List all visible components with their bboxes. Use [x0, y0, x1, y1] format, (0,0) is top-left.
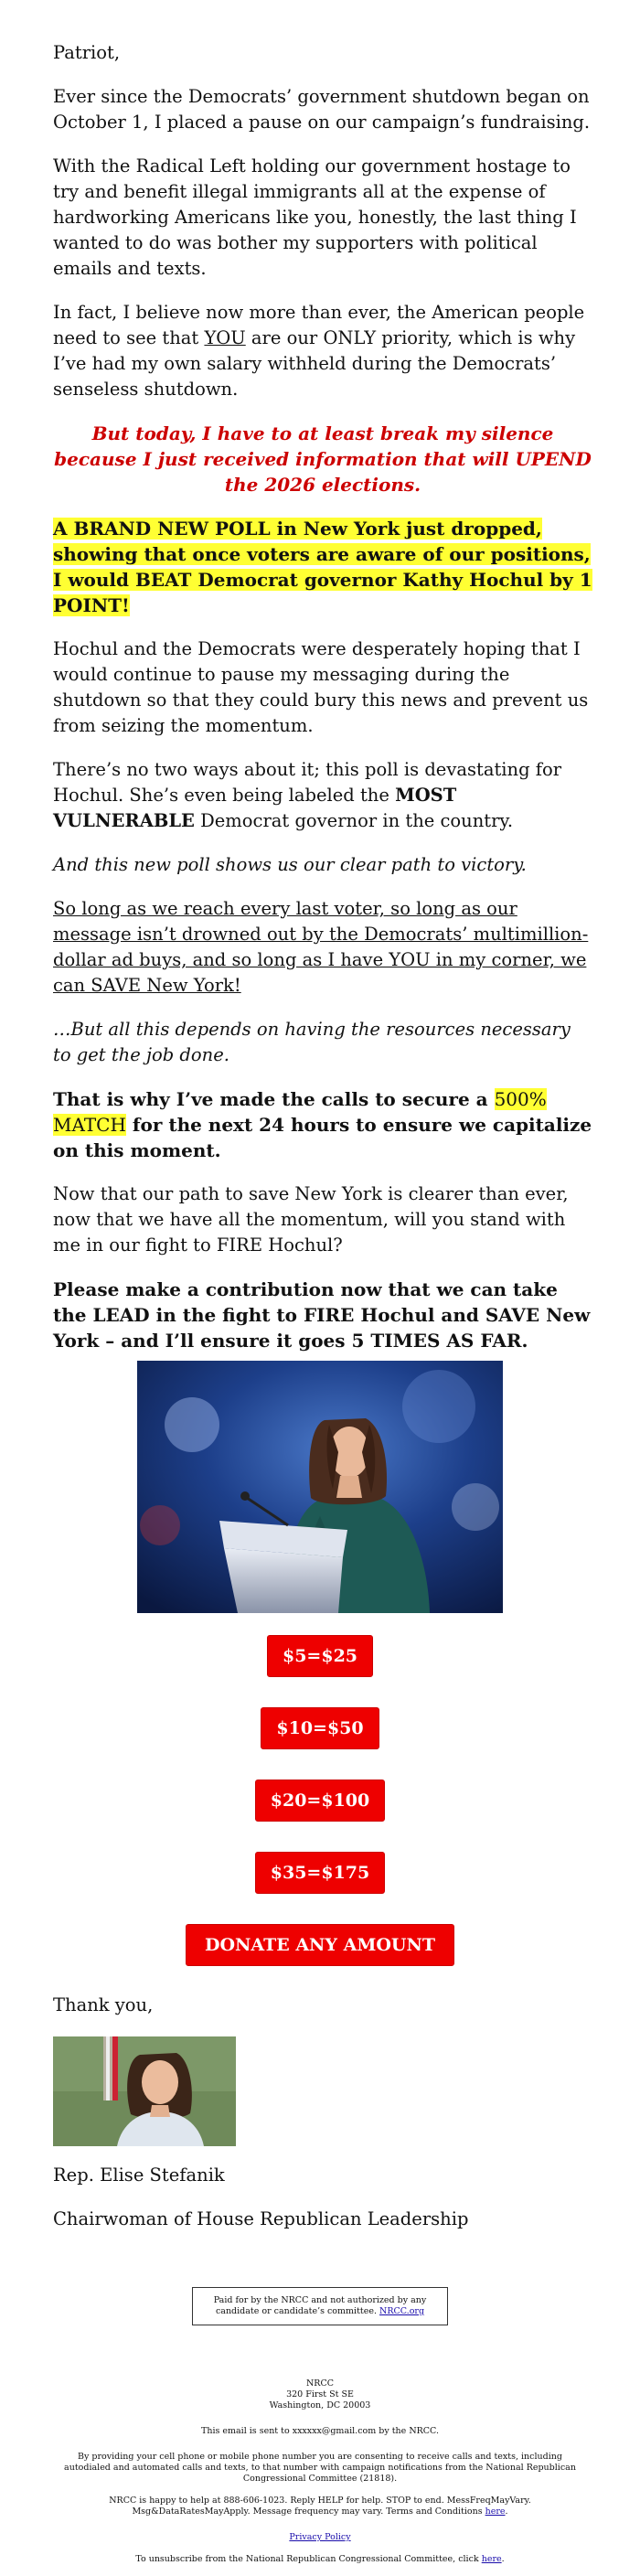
devastating-text-b: Democrat governor in the country. [194, 810, 514, 831]
paragraph-radical-left: With the Radical Left holding our government hostage to try and benefit illegal immigrants all at the expense of hardworking Americans like you, honestly, the last thing I wanted to do was bother my supporters with political emails and texts. [53, 155, 577, 279]
donate-row-20 [0, 1780, 640, 1852]
donate-10-button[interactable]: $10=$50 [261, 1707, 379, 1749]
paid-for-box [192, 2287, 448, 2325]
footer [64, 2378, 576, 2565]
paragraph-match [53, 1086, 592, 1163]
most-vulnerable: MOST VULNERABLE [53, 785, 457, 831]
poll-announcement [53, 516, 592, 618]
poll-highlight: A BRAND NEW POLL in New York just dropped, showing that once voters are aware of our positions, I would BEAT Democrat governor Kathy Hochul by 1 POINT! [53, 518, 592, 616]
donate-row-5 [0, 1635, 640, 1707]
signature-title: Chairwoman of House Republican Leadership [53, 2208, 469, 2229]
donation-buttons [0, 1635, 640, 1996]
paragraph-contribution: Please make a contribution now that we can take the LEAD in the fight to FIRE Hochul and SAVE New York – and I’ll ensure it goes 5 TIMES AS FAR. [53, 1278, 591, 1352]
footer-city: Washington, DC 20003 [269, 2400, 371, 2410]
email-content [53, 0, 592, 1353]
signature-name: Rep. Elise Stefanik [53, 2164, 225, 2186]
footer-sent-to: This email is sent to xxxxxx@gmail.com by the NRCC. [200, 2426, 440, 2436]
footer-consent: By providing your cell phone or mobile phone number you are consenting to receive calls and texts, including autodialed and automated calls and texts, to that number with campaign notifications from the National Republican Congressional Committee (21818). [64, 2452, 576, 2484]
nrcc-link[interactable]: NRCC.org [379, 2306, 425, 2316]
greeting: Patriot, [53, 42, 121, 63]
paragraph-shutdown: Ever since the Democrats’ government shutdown began on October 1, I placed a pause on our campaign’s fundraising. [53, 86, 591, 133]
donate-row-any [0, 1924, 640, 1996]
paragraph-priority [53, 300, 592, 402]
paragraph-resources: …But all this depends on having the resources necessary to get the job done. [53, 1019, 571, 1065]
paragraph-save-new-york: So long as we reach every last voter, so long as our message isn’t drowned out by the Democrats’ multimillion-dollar ad buys, and so long as I have YOU in my corner, we can SAVE New York! [53, 898, 589, 996]
devastating-text-a: There’s no two ways about it; this poll is devastating for Hochul. She’s even being labeled the [53, 759, 562, 806]
paragraph-clear-path: And this new poll shows us our clear path to victory. [53, 854, 527, 875]
hero-photo-graphic [137, 1361, 503, 1613]
red-alert-text: But today, I have to at least break my silence because I just received information that will UPEND the 2026 elections. [54, 422, 592, 496]
signature-block [53, 1993, 592, 2232]
hero-photo[interactable] [137, 1361, 503, 1613]
footer-street: 320 First St SE [286, 2389, 354, 2400]
footer-help-text: NRCC is happy to help at 888-606-1023. Reply HELP for help. STOP to end. MessFreqMayVary. Msg&DataRatesMayApply. Message frequency may vary. Terms and Conditions [109, 2496, 531, 2517]
priority-text-a: In fact, I believe now more than ever, the American people need to see that [53, 302, 585, 348]
paid-for-text: Paid for by the NRCC and not authorized by any candidate or candidate’s committee. [213, 2295, 427, 2316]
donate-35-button[interactable]: $35=$175 [255, 1852, 385, 1894]
footer-privacy [64, 2532, 576, 2543]
donate-20-button[interactable]: $20=$100 [255, 1780, 385, 1822]
terms-link[interactable]: here [485, 2507, 506, 2517]
donate-5-button[interactable]: $5=$25 [267, 1635, 373, 1677]
footer-org: NRCC [305, 2378, 334, 2389]
donate-any-amount-button[interactable]: DONATE ANY AMOUNT [186, 1924, 454, 1966]
paragraph-devastating [53, 757, 592, 834]
unsubscribe-link[interactable]: here [481, 2554, 502, 2564]
privacy-policy-link[interactable]: Privacy Policy [289, 2532, 351, 2542]
match-text-a: That is why I’ve made the calls to secure a [53, 1088, 495, 1110]
priority-text-b: are our ONLY priority, which is why I’ve had my own salary withheld during the Democrats’ senseless shutdown. [53, 327, 576, 400]
signature-photo [53, 2036, 236, 2146]
paragraph-hochul-hoping: Hochul and the Democrats were desperately hoping that I would continue to pause my messaging during the shutdown so that they could bury this news and prevent us from seizing the momentum. [53, 638, 589, 736]
signature-photo-graphic [53, 2036, 236, 2146]
donate-row-10 [0, 1707, 640, 1780]
paragraph-stand-with-me: Now that our path to save New York is clearer than ever, now that we have all the momentum, will you stand with me in our fight to FIRE Hochul? [53, 1183, 569, 1256]
footer-help: NRCC is happy to help at 888-606-1023. Reply HELP for help. STOP to end. MessFreqMayVary. Msg&DataRatesMayApply. Message frequency may vary. Terms and Conditions here. [109, 2496, 531, 2517]
match-text-b: for the next 24 hours to ensure we capitalize on this moment. [53, 1114, 592, 1161]
thank-you: Thank you, [53, 1994, 154, 2015]
footer-unsubscribe: To unsubscribe from the National Republican Congressional Committee, click here. [135, 2554, 505, 2564]
donate-row-35 [0, 1852, 640, 1924]
priority-you: YOU [204, 327, 246, 348]
footer-unsubscribe-text: To unsubscribe from the National Republican Congressional Committee, click [135, 2554, 482, 2564]
match-highlight: 500% MATCH [53, 1088, 547, 1136]
